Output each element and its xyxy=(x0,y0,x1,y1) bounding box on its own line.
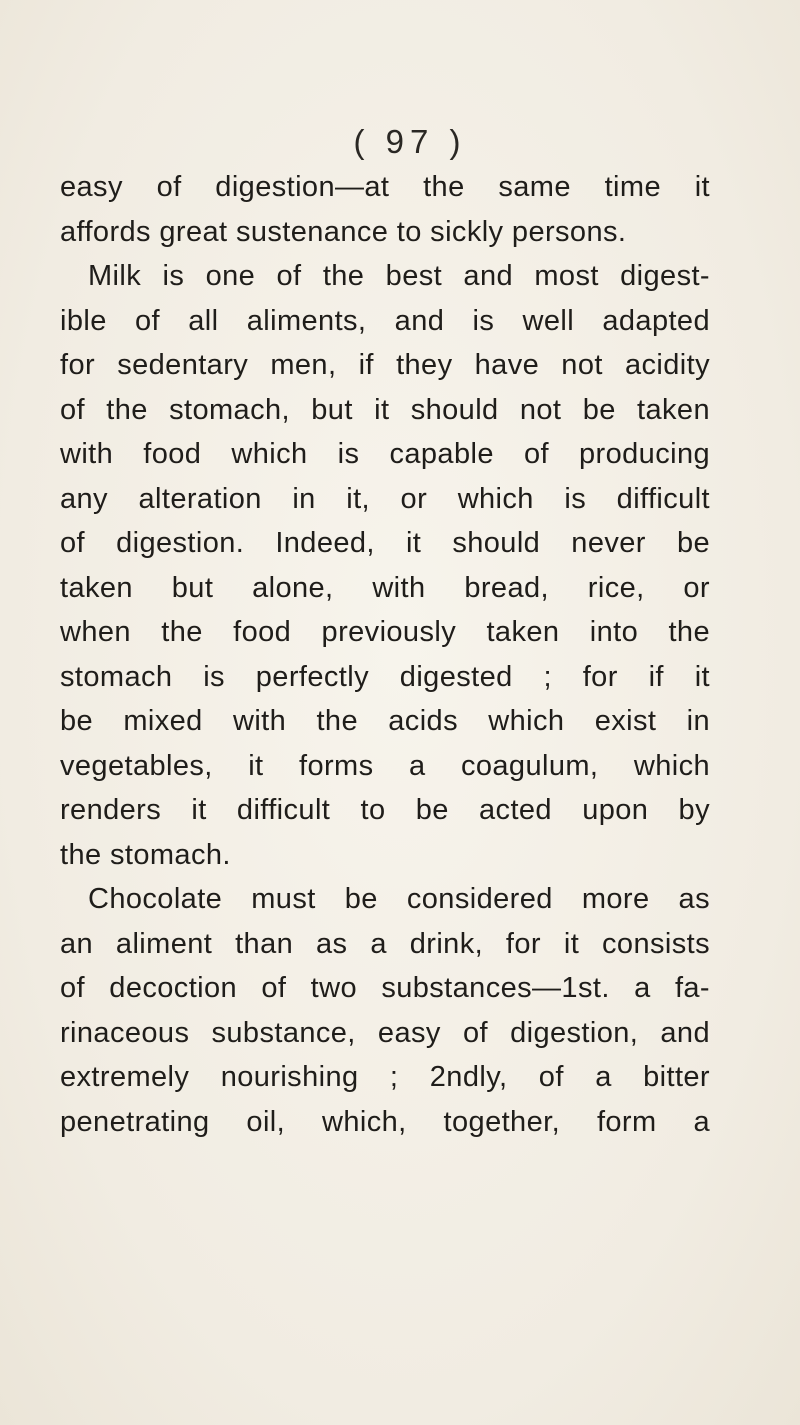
text-line: vegetables, it forms a coagulum, which xyxy=(60,749,710,782)
text-line: rinaceous substance, easy of digestion, and xyxy=(60,1016,710,1049)
text-line: for sedentary men, if they have not acidity xyxy=(60,349,710,381)
text-line: affords great sustenance to sickly persons. xyxy=(60,215,627,248)
text-line: stomach is perfectly digested ; for if it xyxy=(60,660,710,693)
text-line: ible of all aliments, and is well adapted xyxy=(60,304,710,337)
body-text xyxy=(60,165,710,1144)
text-line: the stomach. xyxy=(60,838,231,871)
text-line: renders it difficult to be acted upon by xyxy=(60,794,710,826)
text-line: of decoction of two substances—1st. a fa- xyxy=(60,972,710,1004)
text-line: an aliment than as a drink, for it consists xyxy=(60,927,710,960)
page-number: ( 97 ) xyxy=(353,123,467,160)
text-line: when the food previously taken into the xyxy=(60,616,710,648)
text-line: penetrating oil, which, together, form a xyxy=(60,1105,710,1138)
text-line: of the stomach, but it should not be taken xyxy=(60,393,710,426)
text-line: easy of digestion—at the same time it xyxy=(60,171,710,203)
text-line: be mixed with the acids which exist in xyxy=(60,705,710,737)
text-line: with food which is capable of producing xyxy=(60,438,710,470)
text-line: Milk is one of the best and most digest- xyxy=(88,260,710,292)
text-line: of digestion. Indeed, it should never be xyxy=(60,527,710,559)
text-line: any alteration in it, or which is difficult xyxy=(60,482,710,515)
text-line: Chocolate must be considered more as xyxy=(88,883,710,915)
text-line: extremely nourishing ; 2ndly, of a bitter xyxy=(60,1061,710,1093)
text-line: taken but alone, with bread, rice, or xyxy=(60,571,710,604)
